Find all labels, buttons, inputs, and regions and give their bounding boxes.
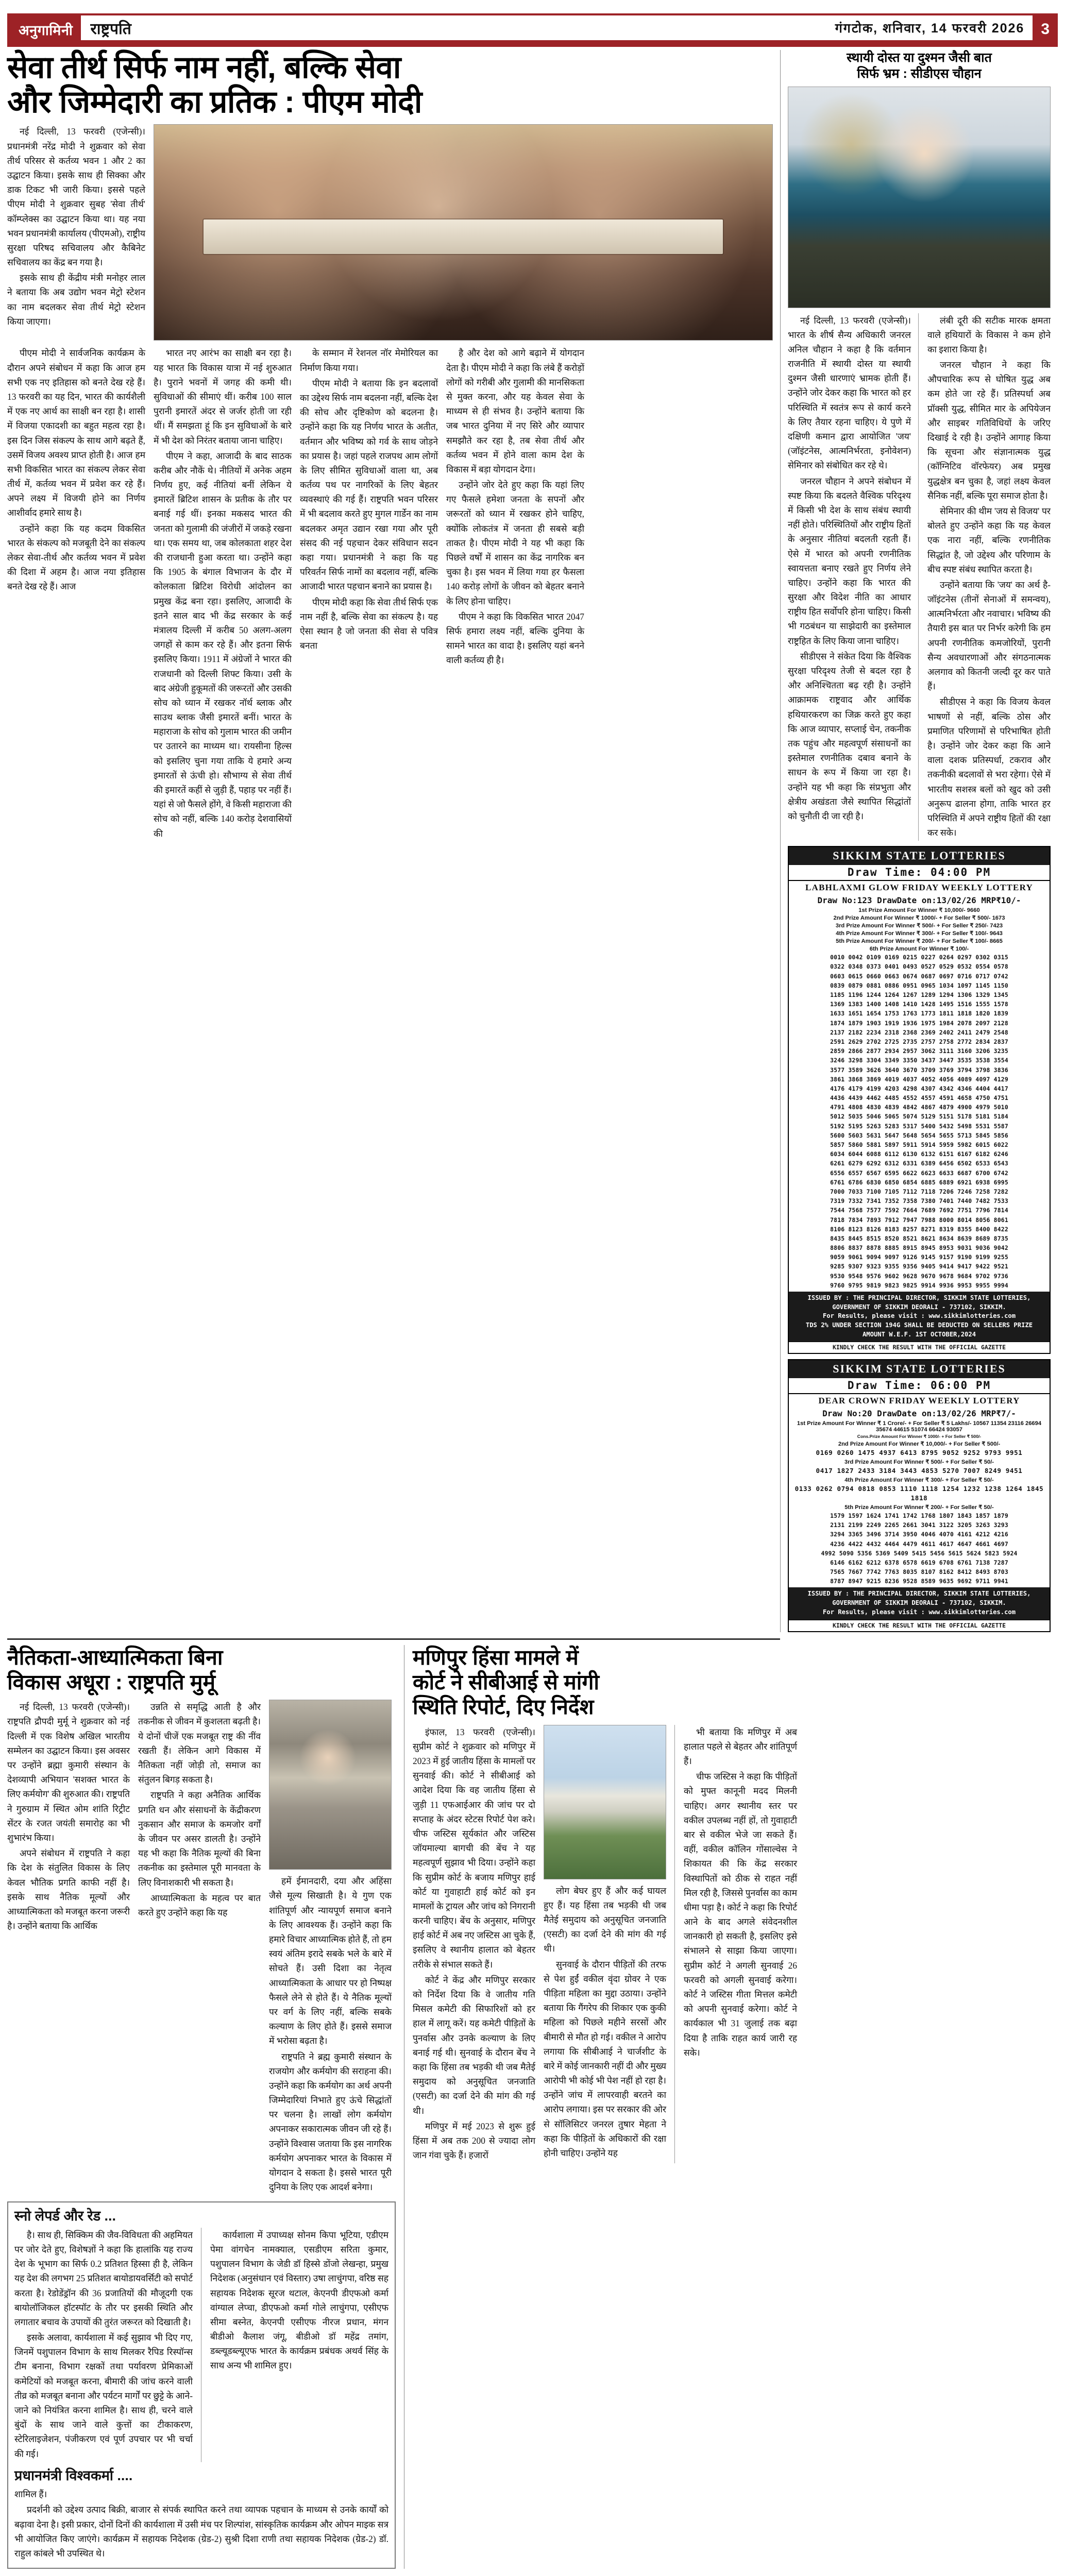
lead-story — [7, 50, 780, 1632]
lottery-footer-line: ISSUED BY : THE PRINCIPAL DIRECTOR, SIKKIM STATE LOTTERIES, — [807, 1294, 1031, 1301]
lottery-number-row: 6761 6786 6830 6850 6854 6885 6889 6921 6938 6995 — [830, 1178, 1008, 1186]
lead-column-1-top — [7, 124, 145, 341]
murmu-p6: हमें ईमानदारी, दया और अहिंसा जैसे मूल्य सिखाती है। ये गुण एक शांतिपूर्ण और न्यायपूर्ण समाज बनाने के लिए आवश्यक हैं। उन्होंने कहा कि हमारे विचार आध्यात्मिक होते हैं, तो हम स्वयं अंतिम इरादे सबके भले के बारे में सोचते हैं। उसी दिशा का नेतृत्व आध्यात्मिकता के आधार पर हो निष्पक्ष फैसले लेने से होते हैं। ये नैतिक मूल्यों पर वर्ग के लिए नहीं, बल्कि सबके कल्याण के लिए होते हैं। इससे समाज में भरोसा बढ़ता है। — [269, 1876, 392, 2046]
cds-p1: नई दिल्ली, 13 फरवरी (एजेन्सी)। भारत के शीर्ष सैन्य अधिकारी जनरल अनिल चौहान ने कहा है कि वर्तमान राजनीति में स्थायी दोस्त या स्थायी दुश्मन जैसी धारणाएं भ्रामक होती हैं। उन्होंने जोर देकर कहा कि भारत को हर परिस्थिति में स्वतंत्र रूप से कार्य करने के लिए तैयार रहना चाहिए। ये पुणे में दक्षिणी कमान द्वारा आयोजित 'जय' (जॉइंटनेस, आत्मनिर्भरता, इनोवेशन) सेमिनार को संबोधित कर रहे थे। — [788, 315, 911, 471]
lottery-number-row: 8787 8947 9215 8236 9528 8589 9635 9692 9711 9941 — [830, 1578, 1008, 1585]
lottery-number-row: 6261 6279 6292 6312 6331 6389 6456 6502 6533 6543 — [830, 1160, 1008, 1167]
lottery-number-row: 0133 0262 0794 0818 0853 1110 1118 1254 1232 1238 1264 1845 1818 — [794, 1485, 1044, 1502]
lottery-number-row: 5857 5860 5881 5897 5911 5914 5959 5982 6015 6022 — [830, 1141, 1008, 1148]
masthead-center — [81, 15, 1033, 40]
manipur-p7: चीफ जस्टिस ने कहा कि पीड़ितों को मुफ्त कानूनी मदद मिलनी चाहिए। अगर स्थानीय स्तर पर वकील उपलब्ध नहीं हों, तो गुवाहाटी बार से वकील भेजे जा सकते हैं। वहीं, वकील कॉलिन गोंसाल्वेस ने शिकायत की कि केंद्र सरकार विस्थापितों को ठीक से राहत नहीं मिल रही है, जिससे पुनर्वास का काम धीमा पड़ा है। कोर्ट ने कहा कि रिपोर्ट आने के बाद अगले संवेदनशील जानकारी हो सकती है, इसलिए इसे संभालने से साझा किया जाएगा। सुप्रीम कोर्ट ने अगली सुनवाई 26 फरवरी को अगली सुनवाई करेगा। कोर्ट ने जस्टिस गीता मित्तल कमेटी को अपनी सुनवाई करेगा। कोर्ट ने कार्यकाल भी 31 जुलाई तक बढ़ा दिया है ताकि राहत कार्य जारी रह सके। — [684, 1771, 797, 2058]
lottery-number-row: 1633 1651 1654 1753 1763 1773 1811 1818 1820 1839 — [830, 1010, 1008, 1018]
snow-leopard-box-title: स्नो लेपर्ड और रेड ... — [14, 2208, 116, 2224]
pmv-text — [14, 2487, 388, 2561]
lottery-number-row: 8806 8837 8878 8885 8915 8945 8953 9031 9036 9042 — [830, 1244, 1008, 1252]
cds-anil-chauhan-photo — [788, 87, 1051, 308]
lottery-number-row: 9530 9548 9576 9602 9628 9670 9678 9684 9702 9736 — [830, 1272, 1008, 1280]
masthead-dateline: गंगटोक, शनिवार, 14 फरवरी 2026 — [835, 21, 1025, 36]
lottery-draw-time: Draw Time: 04:00 PM — [789, 865, 1050, 881]
lottery-prize3-numbers — [789, 1466, 1050, 1476]
pmv-p1: शामिल हैं। — [14, 2489, 47, 2500]
snow-column-2 — [201, 2228, 388, 2462]
lottery-state-title: SIKKIM STATE LOTTERIES — [789, 847, 1050, 865]
manipur-p6: भी बताया कि मणिपुर में अब हालात पहले से बेहतर और शांतिपूर्ण हैं। — [684, 1726, 797, 1766]
lottery-number-row: 0010 0042 0109 0169 0215 0227 0264 0297 0302 0315 — [830, 954, 1008, 961]
masthead-rule — [7, 45, 1058, 47]
lottery-number-row: 5012 5035 5046 5065 5074 5129 5151 5178 5181 5184 — [830, 1113, 1008, 1121]
lottery-number-row: 0169 0260 1475 4937 6413 8795 9052 9252 9793 9951 — [816, 1449, 1023, 1457]
lottery-footer-line: For Results, please visit : www.sikkimlotteries.com — [822, 1312, 1016, 1320]
lottery-number-row: 5600 5603 5631 5647 5648 5654 5655 5713 5845 5856 — [830, 1131, 1008, 1139]
lottery-number-row: 3861 3868 3869 4019 4037 4052 4056 4089 4097 4129 — [830, 1075, 1008, 1083]
masthead-brand: अनुगामिनी — [7, 13, 81, 45]
murmu-headline-line1: नैतिकता-आध्यात्मिकता बिना — [7, 1645, 223, 1669]
lottery-number-row: 8435 8445 8515 8520 8521 8621 8634 8639 8689 8735 — [830, 1234, 1008, 1242]
lottery-number-row: 4236 4422 4432 4464 4479 4611 4617 4647 4661 4697 — [830, 1540, 1008, 1548]
lottery-state-title: SIKKIM STATE LOTTERIES — [789, 1360, 1050, 1378]
masthead-page-number: 3 — [1033, 13, 1058, 45]
snow-p1: है। साथ ही, सिक्किम की जैव-विविधता की अहमियत पर जोर देते हुए, विशेषज्ञों ने कहा कि हालांकि यह राज्य देश के भूभाग का सिर्फ 0.2 प्रतिशत हिस्सा ही है, लेकिन यह देश की लगभग 25 प्रतिशत बायोडायवर्सिटी को सपोर्ट करता है। रेडोडेंड्रॉन की 36 प्रजातियों की मौजूदगी एक बायोलॉजिकल हॉटस्पॉट के तौर पर इसकी स्थिति और लगातार बचाव के उपायों की तुरंत जरूरत को दिखाती है। — [14, 2229, 193, 2327]
lead-p9: पीएम मोदी कहा कि सेवा तीर्थ सिर्फ एक नाम नहीं है, बल्कि सेवा का संकल्प है। यह ऐसा स्थान है जो जनता की सेवा से पवित्र बनता — [300, 597, 438, 651]
lottery-number-row: 6556 6557 6567 6595 6622 6623 6633 6687 6700 6742 — [830, 1169, 1008, 1177]
lead-headline-line1: सेवा तीर्थ सिर्फ नाम नहीं, बल्कि सेवा — [7, 50, 401, 84]
lead-p2: इसके साथ ही केंद्रीय मंत्री मनोहर लाल ने बताया कि अब उद्योग भवन मेट्रो स्टेशन का नाम बदलकर सेवा तीर्थ मेट्रो स्टेशन किया जाएगा। — [7, 273, 145, 327]
manipur-headline-line3: स्थिति रिपोर्ट, दिए निर्देश — [413, 1695, 594, 1719]
lottery-prize-line: 1st Prize Amount For Winner ₹ 10,000/- 9660 — [858, 907, 980, 914]
lead-p10: है और देश को आगे बढ़ाने में योगदान देता है। पीएम मोदी ने कहा कि लंबे हैं करोड़ों लोगों को गरीबी और गुलामी की मानसिकता से मुक्त करना, और यह केवल सेवा के माध्यम से ही संभव है। उन्होंने बताया कि जब भारत दुनिया में नए सिरे और व्यापार समझौते कर रहा है, तब सेवा तीर्थ और कर्तव्य भवन में होने वाला काम देश के विकास में बड़ा योगदान देगा। — [446, 348, 584, 474]
lottery-prize-line: 5th Prize Amount For Winner ₹ 200/- + For Seller ₹ 50/- — [844, 1504, 994, 1511]
lottery-footer-line: ISSUED BY : THE PRINCIPAL DIRECTOR, SIKKIM STATE LOTTERIES, — [807, 1590, 1031, 1598]
lottery-number-row: 1579 1597 1624 1741 1742 1768 1807 1843 1857 1879 — [830, 1512, 1008, 1519]
lottery-prize-line: 1st Prize Amount For Winner ₹ 1 Crore/- + For Seller ₹ 5 Lakhs/- 10567 11354 23116 26694 35674 44615 51074 66424 93057 — [797, 1420, 1042, 1433]
manipur-p5: सुनवाई के दौरान पीड़ितों की तरफ से पेश हुईं वकील वृंदा ग्रोवर ने एक पीड़िता महिला का मुद्दा उठाया। उन्होंने बताया कि गैंगरेप की शिकार एक कुकी महिला को पिछले महीने सरसों और बीमारी से मौत हो गई। वकील ने आरोप लगाया कि सीबीआई ने चार्जशीट के बारे में कोई जानकारी नहीं दी और मुख्य आरोपी भी कोई भी पेश नहीं हो रहा है। उन्होंने जांच में लापरवाही बरतने का आरोप लगाया। इस पर सरकार की ओर से सॉलिसिटर जनरल तुषार मेहता ने कहा कि पीड़ितों के अधिकारों की रक्षा होनी चाहिए। उन्होंने यह — [544, 1959, 667, 2158]
lottery-number-row: 7000 7033 7100 7105 7112 7118 7206 7246 7258 7282 — [830, 1188, 1008, 1195]
murmu-p1: नई दिल्ली, 13 फरवरी (एजेन्सी)। राष्ट्रपति द्रौपदी मुर्मू ने शुक्रवार को नई दिल्ली में एक विशेष अखिल भारतीय सम्मेलन का उद्घाटन किया। इस अवसर पर उन्होंने ब्रह्मा कुमारी संस्थान के देशव्यापी अभियान 'सशक्त भारत के लिए कर्मयोग' की शुरुआत की। राष्ट्रपति ने गुरुग्राम में स्थित ओम शांति रिट्रीट सेंटर के रजत जयंती समारोह का भी शुभारंभ किया। — [7, 1702, 130, 1843]
lead-p3: पीएम मोदी ने सार्वजनिक कार्यक्रम के दौरान अपने संबोधन में कहा कि आज हम सभी एक नए इतिहास को बनते देख रहे हैं। 13 फरवरी का यह दिन, भारत की कार्यशैली में एक नए आर्थ का साक्षी बन रहा है। शासी में विजया एकादशी का बहुत महत्व रहा है। इस दिन जिस संकल्प के साथ आगे बढ़ते हैं, उसमें विजय अवश्य प्राप्त होती है। आज हम सभी विकसित भारत का संकल्प लेकर सेवा तीर्थ में, कर्तव्य भवन में प्रवेश कर रहे हैं। अपने लक्ष्य में विजयी होने का निर्णय आशीर्वाद हमारे साथ है। — [7, 348, 145, 518]
lead-p1: नई दिल्ली, 13 फरवरी (एजेन्सी)। प्रधानमंत्री नरेंद्र मोदी ने शुक्रवार को सेवा तीर्थ परिसर से कर्तव्य भवन 1 और 2 का उद्घाटन किया। इसके साथ ही सिक्का और डाक टिकट भी जारी किया। इससे पहले पीएम मोदी ने शुक्रवार सुबह 'सेवा तीर्थ' कॉम्प्लेक्स का उद्घाटन किया था। यह नया भवन प्रधानमंत्री कार्यालय (पीएमओ), राष्ट्रीय सुरक्षा परिषद सचिवालय और कैबिनेट सचिवालय का केंद्र बन गया है। — [7, 126, 145, 268]
lottery-number-row: 7319 7332 7341 7352 7358 7380 7401 7440 7482 7533 — [830, 1197, 1008, 1205]
lottery-number-row: 2591 2629 2702 2725 2735 2757 2758 2772 2834 2837 — [830, 1038, 1008, 1045]
lottery-number-row: 9285 9307 9323 9355 9356 9405 9414 9417 9422 9521 — [830, 1263, 1008, 1270]
masthead — [7, 13, 1058, 45]
lottery-number-row: 0603 0615 0660 0663 0674 0687 0697 0716 0717 0742 — [830, 972, 1008, 980]
lottery-footer — [789, 1587, 1050, 1619]
lead-column-1 — [7, 346, 145, 841]
manipur-column-1 — [413, 1725, 535, 2164]
murmu-story — [7, 1645, 404, 2569]
lottery-number-row: 2131 2199 2249 2265 2661 3041 3122 3205 3263 3293 — [830, 1521, 1008, 1529]
murmu-headline-line2: विकास अधूरा : राष्ट्रपति मुर्मू — [7, 1670, 216, 1694]
lottery-number-row: 7565 7667 7742 7763 8035 8107 8162 8412 8493 8703 — [830, 1568, 1008, 1576]
lottery-number-row: 8106 8123 8126 8183 8257 8271 8319 8355 8400 8422 — [830, 1225, 1008, 1233]
snow-column-1 — [14, 2228, 193, 2462]
murmu-p2: अपने संबोधन में राष्ट्रपति ने कहा कि देश के संतुलित विकास के लिए केवल भौतिक प्रगति काफी नहीं है। इसके साथ नैतिक मूल्यों और आध्यात्मिकता को मजबूत करना जरूरी है। उन्होंने बताया कि आर्थिक — [7, 1848, 130, 1931]
lottery-footer — [789, 1292, 1050, 1342]
lead-p8: पीएम मोदी ने बताया कि इन बदलावों का उद्देश्य सिर्फ नाम बदलना नहीं, बल्कि देश की सोच और दृष्टिकोण को बदलना है। उन्होंने कहा कि यह निर्णय भारत के अतीत, वर्तमान और भविष्य को गर्व के साथ जोड़ने का प्रयास है। जहां पहले राजपथ आम लोगों के लिए सीमित सुविधाओं वाला था, अब कर्तव्य पथ पर नागरिकों के लिए बेहतर व्यवस्थाएं की गई हैं। राष्ट्रपति भवन परिसर में भी बदलाव करते हुए मुगल गार्डेन का नाम बदलकर अमृत उद्यान रखा गया और पूरी संसद की नई पहचान देकर संविधान सदन कहा गया। प्रधानमंत्री ने कहा कि यह परिवर्तन सिर्फ नामों का बदलाव नहीं, बल्कि आजादी भारत पहचान बनाने का प्रयास है। — [300, 378, 438, 592]
lottery-number-row: 6034 6044 6088 6112 6130 6132 6151 6167 6182 6246 — [830, 1150, 1008, 1158]
lottery-number-row: 1369 1383 1400 1408 1410 1428 1495 1516 1555 1578 — [830, 1001, 1008, 1008]
lottery-gazette-note: KINDLY CHECK THE RESULT WITH THE OFFICIAL GAZETTE — [789, 1620, 1050, 1631]
lottery-footer-line: AMOUNT W.E.F. 1ST OCTOBER,2024 — [862, 1330, 976, 1338]
murmu-column-2 — [138, 1700, 261, 2195]
manipur-p1: इंफाल, 13 फरवरी (एजेन्सी)। सुप्रीम कोर्ट ने शुक्रवार को मणिपुर में 2023 में हुई जातीय हिंसा के मामलों पर सुनवाई की। कोर्ट ने सीबीआई को आदेश दिया कि वह जातीय हिंसा से जुड़ी 11 एफआईआर की जांच पर दो सप्ताह के अंदर स्टेटस रिपोर्ट पेश करे। चीफ जस्टिस सूर्यकांत और जस्टिस जॉयमाल्या बागची की बेंच ने यह महत्वपूर्ण सुझाव भी दिया। उन्होंने कहा कि सुप्रीम कोर्ट के बजाय मणिपुर हाई कोर्ट या गुवाहाटी हाई कोर्ट को इन मामलों के ट्रायल और जांच को निगरानी करनी चाहिए। बेंच के अनुसार, मणिपुर हाई कोर्ट में अब नए जस्टिस आ चुके हैं, इसलिए वे स्थानीय हालात को बेहतर तरीके से संभाल सकते हैं। — [413, 1726, 535, 1970]
manipur-story — [404, 1645, 801, 2569]
murmu-p5: आध्यात्मिकता के महत्व पर बात करते हुए उन्होंने कहा कि यह — [138, 1892, 261, 1918]
snow-leopard-box — [7, 2201, 396, 2569]
lottery-name: DEAR CROWN FRIDAY WEEKLY LOTTERY — [818, 1396, 1020, 1406]
lottery-number-row: 4436 4439 4462 4485 4552 4557 4591 4658 4750 4751 — [830, 1094, 1008, 1102]
murmu-column-3 — [269, 1700, 392, 2195]
lottery-number-row: 7818 7834 7893 7912 7947 7988 8000 8014 8056 8061 — [830, 1216, 1008, 1224]
lead-photo-wrap — [154, 124, 773, 341]
lead-headline-line2: और जिम्मेदारी का प्रतिक : पीएम मोदी — [7, 84, 422, 120]
lead-p4: उन्होंने कहा कि यह कदम विकसित भारत के संकल्प को मजबूती देने का संकल्प लेकर सेवा-तीर्थ और कर्तव्य भवन में प्रवेश की दिशा में अहम है। आज नया इतिहास बनते देख रहे हैं। आज — [7, 523, 145, 592]
pmv-p2: प्रदर्शनी को उद्देश्य उत्पाद बिक्री, बाजार से संपर्क स्थापित करने तथा व्यापक पहचान के माध्यम से उनके कार्यों को बढ़ावा देना है। इसी प्रकार, दोनों दिनों की कार्यशाला में उसी मंच पर शिल्पांश, सांस्कृतिक कार्यक्रम और ओपन माइक सत्र भी आयोजित किए जाएंगे। कार्यक्रम में सहायक निदेशक (ग्रेड-2) सुश्री दिशा राणी तथा सहायक निदेशक (ग्रेड-2) डॉ. राहुल कांबले भी उपस्थित थे। — [14, 2504, 388, 2558]
lottery-prize-line: 3rd Prize Amount For Winner ₹ 500/- + For Seller ₹ 50/- — [844, 1459, 994, 1466]
lottery-number-row: 4992 5090 5356 5369 5409 5415 5456 5615 5624 5823 5924 — [821, 1549, 1018, 1557]
manipur-headline-line1: मणिपुर हिंसा मामले में — [413, 1645, 579, 1669]
snow-p2: इसके अलावा, कार्यशाला में कई सुझाव भी दिए गए, जिनमें पशुपालन विभाग के साथ मिलकर रैपिड रिस्पॉन्स टीम बनाना, विभाग रक्षकों तथा पर्यावरण प्रेमिकाओं कमेटियों को मजबूत करना, बीमारी की जांच करने वाली तीव्र को मजबूत बनाना और पर्यटन मार्गों पर छुट्टे के आने-जाने को नियंत्रित करना शामिल है। साथ ही, चरने वाले बुंदों के साथ जाने वाले कुत्तों का टीकाकरण, स्टेरिलाइजेशन, पंजीकरण एवं पूर्ण उपचार पर भी चर्चा की गई। — [14, 2332, 193, 2459]
lead-p5: भारत नए आरंभ का साक्षी बन रहा है। यह भारत कि विकास यात्रा में नई शुरुआत है। पुराने भवनों में जगह की कमी थी। सुविधाओं की सीमाएं थीं। करीब 100 साल पुरानी इमारतें अंदर से जर्जर होती जा रही थीं। मैं समझता हूं कि इन सुविधाओं के बारे में भी देश को निरंतर बताया जाना चाहिए। — [154, 348, 292, 446]
lottery-prize-line: 2nd Prize Amount For Winner ₹ 1000/- + For Seller ₹ 500/- 1673 — [833, 915, 1005, 922]
lottery-prize-line: 6th Prize Amount For Winner ₹ 100/- — [869, 946, 969, 953]
lottery-number-row: 4791 4808 4830 4839 4842 4867 4879 4900 4979 5010 — [830, 1104, 1008, 1111]
murmu-p7: राष्ट्रपति ने ब्रह्म कुमारी संस्थान के राजयोग और कर्मयोग की सराहना की। उन्होंने कहा कि कर्मयोग का अर्थ अपनी जिम्मेदारियां निभाते हुए ऊंचे सिद्धांतों पर चलना है। लाखों लोग कर्मयोग अपनाकर सकारात्मक जीवन जी रहे हैं। उन्होंने विश्वास जताया कि इस नागरिक कर्मयोग अपनाकर भारत के विकास में योगदान दे सकता है। इससे भारत पूरी दुनिया के लिए एक आदर्श बनेगा। — [269, 2051, 392, 2193]
lottery-footer-line: For Results, please visit : www.sikkimlotteries.com — [822, 1608, 1016, 1616]
lottery-number-row: 3246 3298 3304 3349 3350 3437 3447 3535 3538 3554 — [830, 1057, 1008, 1064]
lead-column-2 — [154, 346, 292, 841]
cds-column-2 — [918, 313, 1051, 841]
murmu-column-1 — [7, 1700, 130, 2195]
lottery-sikkim-labhlaxmi — [788, 846, 1051, 1354]
president-murmu-photo — [269, 1700, 392, 1870]
lottery-footer-line: GOVERNMENT OF SIKKIM DEORALI - 737102, SIKKIM. — [832, 1303, 1006, 1311]
cds-p8: सीडीएस ने कहा कि विजय केवल भाषणों से नहीं, बल्कि ठोस और प्रमाणित परिणामों से परिभाषित होती है। उन्होंने जोर देकर कहा कि आने वाला दशक प्रतिस्पर्धा, टकराव और तकनीकी बदलावों से भरा रहेगा। ऐसे में भारतीय सशस्त्र बलों को खुद को उसी अनुरूप ढालना होगा, ताकि भारत हर परिस्थिति में अपने राष्ट्रीय हितों की रक्षा कर सके। — [927, 697, 1051, 838]
lottery-number-row: 2859 2866 2877 2934 2957 3062 3111 3160 3206 3235 — [830, 1047, 1008, 1055]
lottery-prize-line: 2nd Prize Amount For Winner ₹ 10,000/- + For Seller ₹ 500/- — [838, 1441, 1001, 1448]
cds-column-1 — [788, 313, 911, 841]
lead-p11: उन्होंने जोर देते हुए कहा कि यहां लिए गए फैसले हमेशा जनता के सपनों और जरूरतों को ध्यान में रखकर होने चाहिए, क्योंकि लोकतंत्र में जनता ही सबसे बड़ी ताकत है। पीएम मोदी ने यह भी कहा कि पिछले वर्षों में शासन का केंद्र नागरिक बन चुका है। इस भवन में लिया गया हर फैसला 140 करोड़ लोगों के जीवन को बेहतर बनाने के लिए होना चाहिए। — [446, 480, 584, 606]
cds-p7: उन्होंने बताया कि 'जय' का अर्थ है- जॉइंटनेस (तीनों सेनाओं में समन्वय), आत्मनिर्भरता और नवाचार। भविष्य की तैयारी इस बात पर निर्भर करेगी कि हम अपनी रणनीतिक कमजोरियों, पुरानी सैन्य अवधारणाओं और संगठनात्मक अलगाव को कितनी जल्दी दूर कर पाते हैं। — [927, 579, 1051, 692]
snow-p3: कार्यशाला में उपाध्यक्ष सोनम किपा भूटिया, एडीएम पेमा वांगचेन नामक्याल, एसडीएम सरिता कुमार, पशुपालन विभाग के जेडी डॉ हिस्से डोंजो लेखन्हा, प्रमुख निदेशक (अनुसंधान एवं विस्तार) उषा लाचुंगपा, वरिष्ठ सह सहायक निदेशक सूरज थटाल, केएनपी डीएफओ कर्मा वांग्याल लेप्चा, डीएफओ कर्मा गोले लाचुंगपा, एसीएफ सीमा बस्नेत, केएनपी एसीएफ नीरज प्रधान, मंगन बीडीओ कैलाश जंगू, बीडीओ डॉ महेंद्र तमांग, डब्ल्यूडब्ल्यूएफ भारत के कार्यक्रम प्रबंधक अथर्व सिंह के साथ अन्य भी शामिल हुए। — [210, 2229, 388, 2371]
cds-headline-line1: स्थायी दोस्त या दुश्मन जैसी बात — [847, 50, 992, 65]
cds-story — [780, 50, 1051, 1632]
lottery-number-row: 9760 9795 9819 9823 9825 9914 9936 9953 9955 9994 — [830, 1281, 1008, 1289]
lottery-prize-line: 5th Prize Amount For Winner ₹ 200/- + For Seller ₹ 100/- 8665 — [836, 938, 1003, 945]
section-divider — [7, 1638, 780, 1640]
lottery-number-row: 5192 5195 5263 5283 5317 5400 5432 5498 5531 5587 — [830, 1122, 1008, 1130]
top-section — [7, 50, 1058, 1632]
cds-p5: जनरल चौहान ने कहा कि औपचारिक रूप से घोषित युद्ध अब कम होते जा रहे हैं। प्रतिस्पर्धा अब प्रॉक्सी युद्ध, सीमित मार के अपियेजन और साइबर गतिविधियों के जरिए दिखाई दे रही है। उन्होंने आगाह किया कि सूचना और संज्ञानात्मक युद्ध (कॉग्निटिव वॉरफेयर) अब प्रमुख युद्धक्षेत्र बन चुका है, जहां लक्ष्य केवल सैनिक नहीं, बल्कि पूरा समाज होता है। — [927, 360, 1051, 501]
lottery-number-grid — [789, 953, 1050, 1290]
lottery-prize-line: 4th Prize Amount For Winner ₹ 300/- + For Seller ₹ 50/- — [844, 1477, 994, 1484]
manipur-p2: कोर्ट ने केंद्र और मणिपुर सरकार को निर्देश दिया कि वे जातीय गति मिसल कमेटी की सिफारिशों को हर हाल में लागू करें। यह कमेटी पीड़ितों के पुनर्वास और उनके कल्याण के लिए बनाई गई थी। सुनवाई के दौरान बेंच ने कहा कि हिंसा तब भड़की थी जब मैतेई समुदाय को अनुसूचित जनजाति (एसटी) का दर्जा देने की मांग की गई थी। — [413, 1974, 535, 2116]
murmu-p3: उन्नति से समृद्धि आती है और तकनीक से जीवन में कुशलता बढ़ती है। ये दोनों चीजें एक मजबूत राष्ट्र की नींव रखती हैं। लेकिन आगे विकास में नैतिकता नहीं जोड़ी तो, समाज का संतुलन बिगड़ सकता है। — [138, 1702, 261, 1785]
lottery-draw-info: Draw No:20 DrawDate on:13/02/26 MRP₹7/- — [822, 1409, 1016, 1419]
manipur-column-2 — [544, 1725, 666, 2164]
lottery-number-row: 4176 4179 4199 4203 4298 4307 4342 4346 4404 4417 — [830, 1084, 1008, 1092]
manipur-headline-line2: कोर्ट ने सीबीआई से मांगी — [413, 1670, 600, 1694]
lead-column-3 — [300, 346, 438, 841]
lottery-draw-info: Draw No:123 DrawDate on:13/02/26 MRP₹10/- — [817, 895, 1021, 906]
lead-column-4 — [446, 346, 584, 841]
newspaper-page — [0, 13, 1065, 2558]
lottery-name: LABHLAXMI GLOW FRIDAY WEEKLY LOTTERY — [805, 883, 1033, 893]
cds-p6: सेमिनार की थीम 'जय से विजय' पर बोलते हुए उन्होंने कहा कि यह केवल एक नारा नहीं, बल्कि रणनीतिक सिद्धांत है, जो उद्देश्य और परिणाम के बीच स्पष्ट संबंध स्थापित करता है। — [927, 505, 1051, 574]
lottery-cons-prize-line: Cons.Prize Amount For Winner ₹ 1000/- + For Seller ₹ 500/- — [857, 1434, 982, 1439]
manipur-p4: लोग बेघर हुए हैं और कई घायल हुए हैं। यह हिंसा तब भड़की थी जब मैतेई समुदाय को अनुसूचित जनजाति (एसटी) का दर्जा देने की मांग की गई थी। — [544, 1885, 666, 1954]
lottery-prize2-numbers — [789, 1448, 1050, 1458]
lottery-number-row: 3577 3589 3626 3640 3670 3709 3769 3794 3798 3836 — [830, 1066, 1008, 1074]
lottery-prize4-numbers — [789, 1484, 1050, 1503]
cds-headline-line2: सिर्फ भ्रम : सीडीएस चौहान — [857, 66, 982, 81]
pmv-box-title: प्रधानमंत्री विश्वकर्मा .... — [14, 2467, 133, 2483]
lottery-number-row: 0839 0879 0881 0886 0951 0965 1034 1097 1145 1150 — [830, 981, 1008, 989]
lottery-number-row: 3294 3365 3496 3714 3950 4046 4070 4161 4212 4216 — [830, 1531, 1008, 1538]
supreme-court-photo — [544, 1725, 666, 1879]
murmu-p4: राष्ट्रपति ने कहा अनैतिक आर्थिक प्रगति धन और संसाधनों के केंद्रीकरण नुकसान और समाज के कमजोर वर्गों के जीवन पर असर डालती है। उन्होंने यह भी कहा कि नैतिक मूल्यों की बिना तकनीक का इस्तेमाल पूरी मानवता के लिए विनाशकारी भी सकता है। — [138, 1790, 261, 1888]
lottery-prize-line: 3rd Prize Amount For Winner ₹ 500/- + For Seller ₹ 250/- 7423 — [835, 923, 1003, 929]
lottery-number-row: 9059 9061 9094 9097 9126 9145 9157 9190 9199 9255 — [830, 1253, 1008, 1261]
lottery-number-row: 0417 1827 2433 3184 3443 4853 5270 7007 8249 9451 — [816, 1467, 1023, 1475]
lead-p12: पीएम ने कहा कि विकसित भारत 2047 सिर्फ हमारा लक्ष्य नहीं, बल्कि दुनिया के सामने भारत का वादा है। इसलिए यहां बनने वाली कर्तव्य ही है। — [446, 611, 584, 666]
lottery-gazette-note: KINDLY CHECK THE RESULT WITH THE OFFICIAL GAZETTE — [789, 1342, 1050, 1353]
pm-modi-launch-photo — [154, 124, 773, 341]
lottery-prize5-numbers — [789, 1511, 1050, 1586]
lottery-prize-line: 4th Prize Amount For Winner ₹ 300/- + For Seller ₹ 100/- 9643 — [836, 930, 1003, 937]
lead-p7: के सम्मान में रेशनल नॉर मेमोरियल का निर्माण किया गया। — [300, 348, 438, 373]
lottery-footer-line: TDS 2% UNDER SECTION 194G SHALL BE DEDUCTED ON SELLERS PRIZE — [805, 1321, 1033, 1329]
lottery-number-row: 7544 7568 7577 7592 7664 7689 7692 7751 7796 7814 — [830, 1207, 1008, 1214]
cds-p2: जनरल चौहान ने अपने संबोधन में स्पष्ट किया कि बदलते वैश्विक परिदृश्य में किसी भी देश के साथ संबंध स्थायी नहीं होते। परिस्थितियों और राष्ट्रीय हितों के अनुसार नीतियां बदलती रहती हैं। ऐसे में भारत को अपनी रणनीतिक स्वायत्तता बनाए रखते हुए निर्णय लेने चाहिए। उन्होंने कहा कि भारत की सुरक्षा और विदेश नीति का आधार राष्ट्रीय हित सर्वोपरि होना चाहिए। किसी भी गठबंधन या साझेदारी का इस्तेमाल राष्ट्रहित के लिए किया जाना चाहिए। — [788, 476, 911, 646]
lottery-number-row: 1185 1196 1244 1264 1267 1289 1294 1306 1329 1345 — [830, 991, 1008, 998]
lottery-number-row: 6146 6162 6212 6378 6578 6619 6708 6761 7138 7287 — [830, 1558, 1008, 1566]
lottery-number-row: 2137 2182 2234 2318 2368 2369 2402 2411 2479 2548 — [830, 1028, 1008, 1036]
cds-p4: लंबी दूरी की सटीक मारक क्षमता वाले हथियारों के विकास ने कम होने का इशारा किया है। — [927, 315, 1051, 354]
second-tier — [7, 1645, 1058, 2569]
masthead-section-title: राष्ट्रपति — [90, 20, 131, 38]
lead-p6: पीएम ने कहा, आजादी के बाद साठक करीब और नौकें थे। नीतियों में अनेक अहम निर्णय हुए, कई नीतियां बनीं लेकिन ये इमारतें ब्रिटिश शासन के प्रतीक के तौर पर बनाई गई थीं। इनका मकसद भारत की जनता को गुलामी की जंजीरों में जकड़े रखना था। एक समय था, जब कोलकाता शहर देश की राजधानी हुआ करता था। उन्होंने कहा कि 1905 के बंगाल विभाजन के दौर में कोलकाता ब्रिटिश विरोधी आंदोलन का प्रमुख केंद्र बना रहा। इसलिए, आजादी के इतने साल बाद भी केंद्र सरकार के कई मंत्रालय दिल्ली में करीब 50 अलग-अलग जगहों से काम कर रहे हैं। और इतना सिर्फ इसलिए किया। 1911 में अंग्रेजों ने भारत की राजधानी को दिल्ली शिफ्ट किया। उसी के बाद अंग्रेजी हुकूमतों की जरूरतों और उसकी सोच को ध्यान में रखकर नॉर्थ ब्लाक और साउथ ब्लाक जैसी इमारतें बनीं। भारत के महाराजा के सोच को गुलाम भारत की जमीन पर उतारने का माध्यम था। रायसीना हिल्स को इसलिए चुना गया ताकि ये हमारे अन्य इमारतों से ऊंची हो। सौभाग्य से सेवा तीर्थ की इमारतें कहीं से जुड़ी हैं, पहाड़ पर नहीं हैं। यहां से जो फैसले होंगे, वे किसी महाराजा की सोच को नहीं, बल्कि 140 करोड़ देशवासियों की — [154, 450, 292, 839]
cds-p3: सीडीएस ने संकेत दिया कि वैश्विक सुरक्षा परिदृश्य तेजी से बदल रहा है और अनिश्चितता बढ़ रही है। उन्होंने आक्रामक राष्ट्रवाद और आर्थिक हथियारकरण का जिक्र करते हुए कहा कि आज व्यापार, सप्लाई चेन, तकनीक तक पहुंच और महत्वपूर्ण संसाधनों का इस्तेमाल रणनीतिक दबाव बनाने के साधन के रूप में किया जा रहा है। उन्होंने यह भी कहा कि संप्रभुता और क्षेत्रीय अखंडता जैसे स्थापित सिद्धांतों को चुनौती दी जा रही है। — [788, 651, 911, 821]
lottery-number-row: 1874 1879 1903 1919 1936 1975 1984 2078 2097 2128 — [830, 1019, 1008, 1027]
manipur-column-3 — [674, 1725, 797, 2164]
manipur-p3: मणिपुर में मई 2023 से शुरू हुई हिंसा में अब तक 200 से ज्यादा लोग जान गंवा चुके हैं। हजारों — [413, 2121, 535, 2161]
lottery-sikkim-dearcrown — [788, 1359, 1051, 1632]
lottery-draw-time: Draw Time: 06:00 PM — [789, 1378, 1050, 1394]
lottery-number-row: 0322 0348 0373 0401 0493 0527 0529 0532 0554 0578 — [830, 963, 1008, 971]
lottery-footer-line: GOVERNMENT OF SIKKIM DEORALI - 737102, SIKKIM. — [832, 1599, 1006, 1607]
